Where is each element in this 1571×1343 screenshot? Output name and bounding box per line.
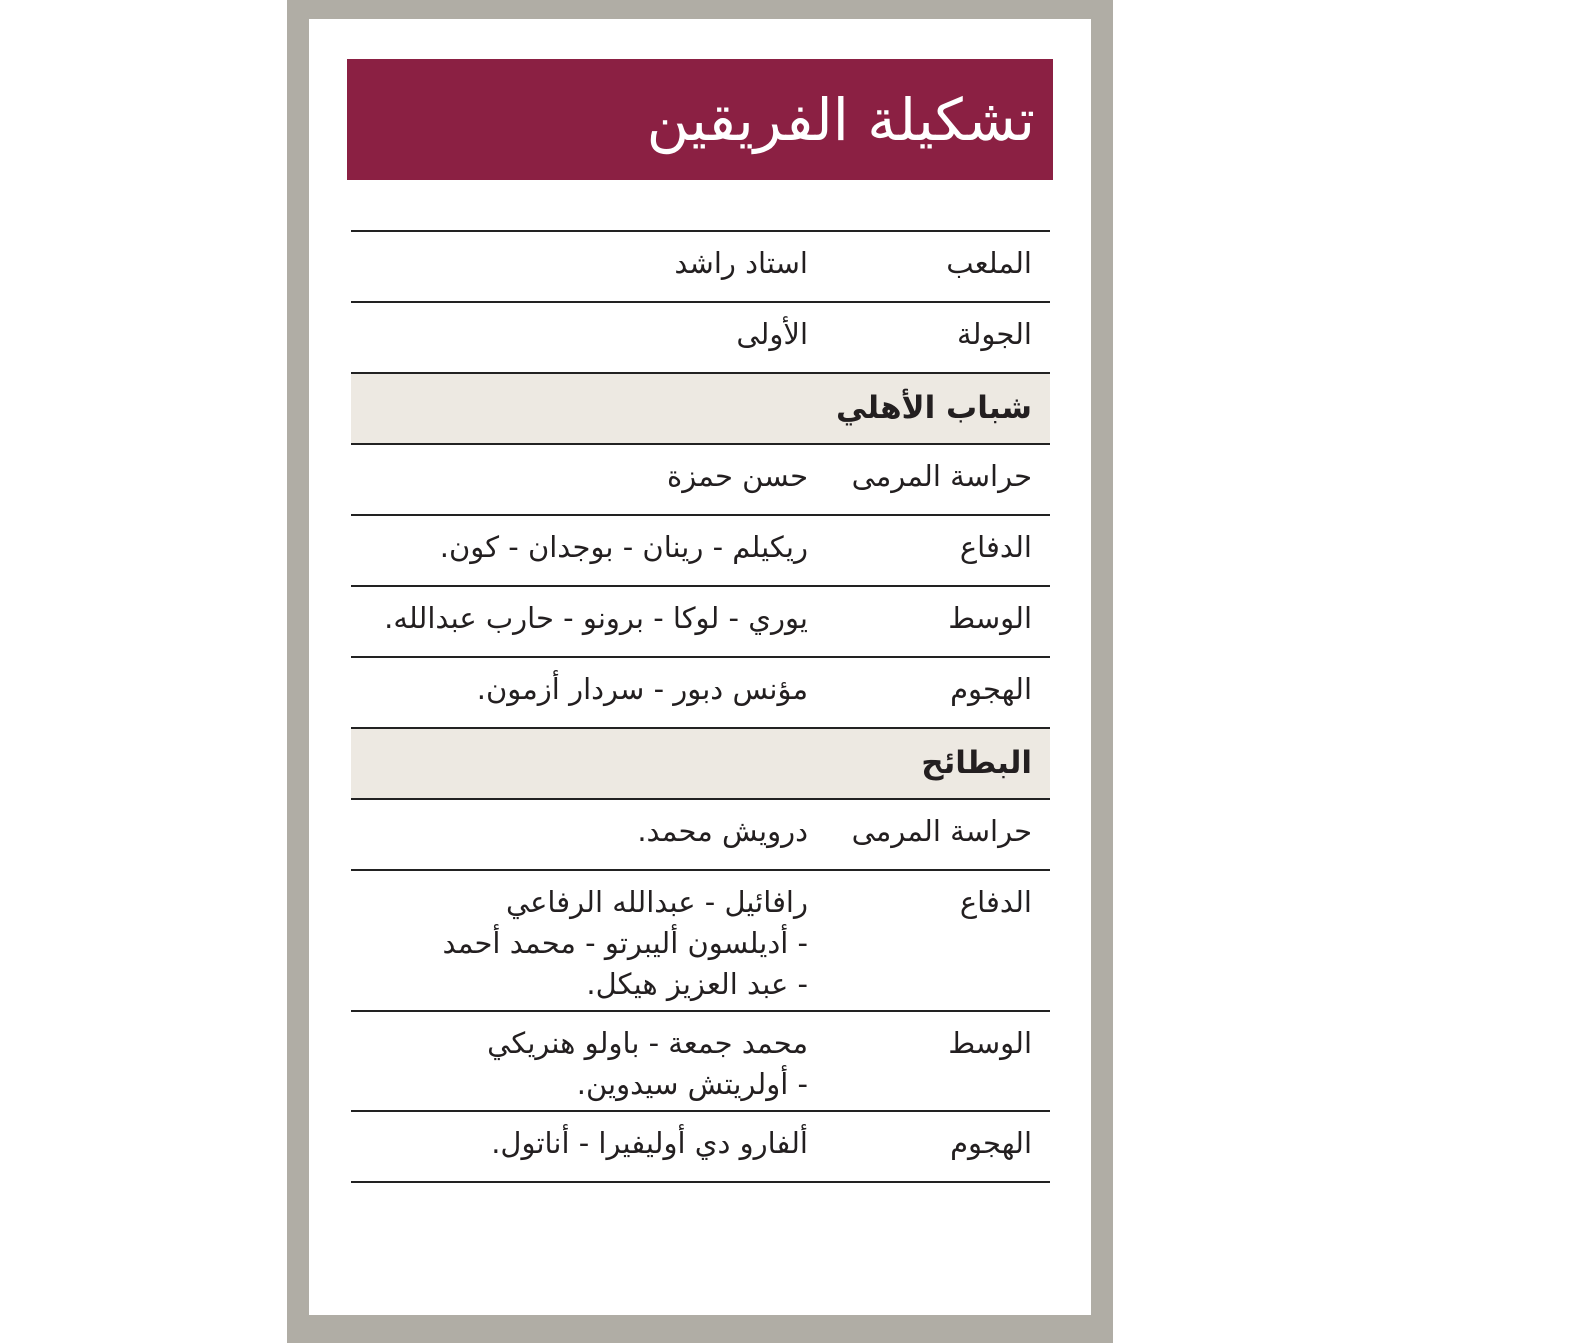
team2-defense-row <box>351 871 1050 1012</box>
value-line: حسن حمزة <box>667 459 808 493</box>
value-line: الأولى <box>736 317 808 351</box>
row-value <box>351 516 826 585</box>
team1-attack-row <box>351 658 1050 729</box>
info-row-stadium <box>351 232 1050 303</box>
row-value <box>351 232 826 301</box>
value-line: ألفارو دي أوليفيرا - أناتول. <box>491 1126 808 1160</box>
info-row-round <box>351 303 1050 374</box>
row-label: حراسة المرمى <box>851 814 1032 848</box>
row-label: الملعب <box>946 246 1032 280</box>
team-name: البطائح <box>921 745 1032 781</box>
value-line: استاد راشد <box>674 246 808 280</box>
row-label: حراسة المرمى <box>851 459 1032 493</box>
value-line: - عبد العزيز هيكل. <box>586 967 808 1001</box>
team-header-al-bataeh <box>351 729 1050 800</box>
value-line: محمد جمعة - باولو هنريكي <box>487 1026 808 1060</box>
team1-goalkeeper-row <box>351 445 1050 516</box>
row-label: الجولة <box>957 317 1032 351</box>
row-label: الوسط <box>948 1026 1032 1060</box>
team1-midfield-row <box>351 587 1050 658</box>
row-label: الهجوم <box>950 1126 1032 1160</box>
row-label: الوسط <box>948 601 1032 635</box>
row-value <box>351 658 826 727</box>
row-label: الهجوم <box>950 672 1032 706</box>
row-label: الدفاع <box>959 885 1032 919</box>
value-line: - أولريتش سيدوين. <box>576 1067 808 1101</box>
row-value <box>351 303 826 372</box>
page-title: تشكيلة الفريقين <box>646 85 1035 154</box>
value-line: - أديلسون أليبرتو - محمد أحمد <box>442 926 808 960</box>
value-line: يوري - لوكا - برونو - حارب عبدالله. <box>384 601 808 635</box>
value-line: درويش محمد. <box>637 814 808 848</box>
row-value <box>351 587 826 656</box>
row-value <box>351 800 826 869</box>
team2-goalkeeper-row <box>351 800 1050 871</box>
row-value <box>351 871 826 1010</box>
row-value <box>351 1112 826 1181</box>
team1-defense-row <box>351 516 1050 587</box>
team-name: شباب الأهلي <box>836 390 1032 426</box>
team-header-shabab-al-ahli <box>351 374 1050 445</box>
row-value <box>351 445 826 514</box>
value-line: مؤنس دبور - سردار أزمون. <box>476 672 808 706</box>
value-line: رافائيل - عبدالله الرفاعي <box>505 885 808 919</box>
row-value <box>351 1012 826 1110</box>
title-banner <box>347 59 1053 180</box>
team2-midfield-row <box>351 1012 1050 1112</box>
lineup-table <box>351 230 1050 1183</box>
value-line: ريكيلم - رينان - بوجدان - كون. <box>439 530 808 564</box>
team2-attack-row <box>351 1112 1050 1183</box>
row-label: الدفاع <box>959 530 1032 564</box>
